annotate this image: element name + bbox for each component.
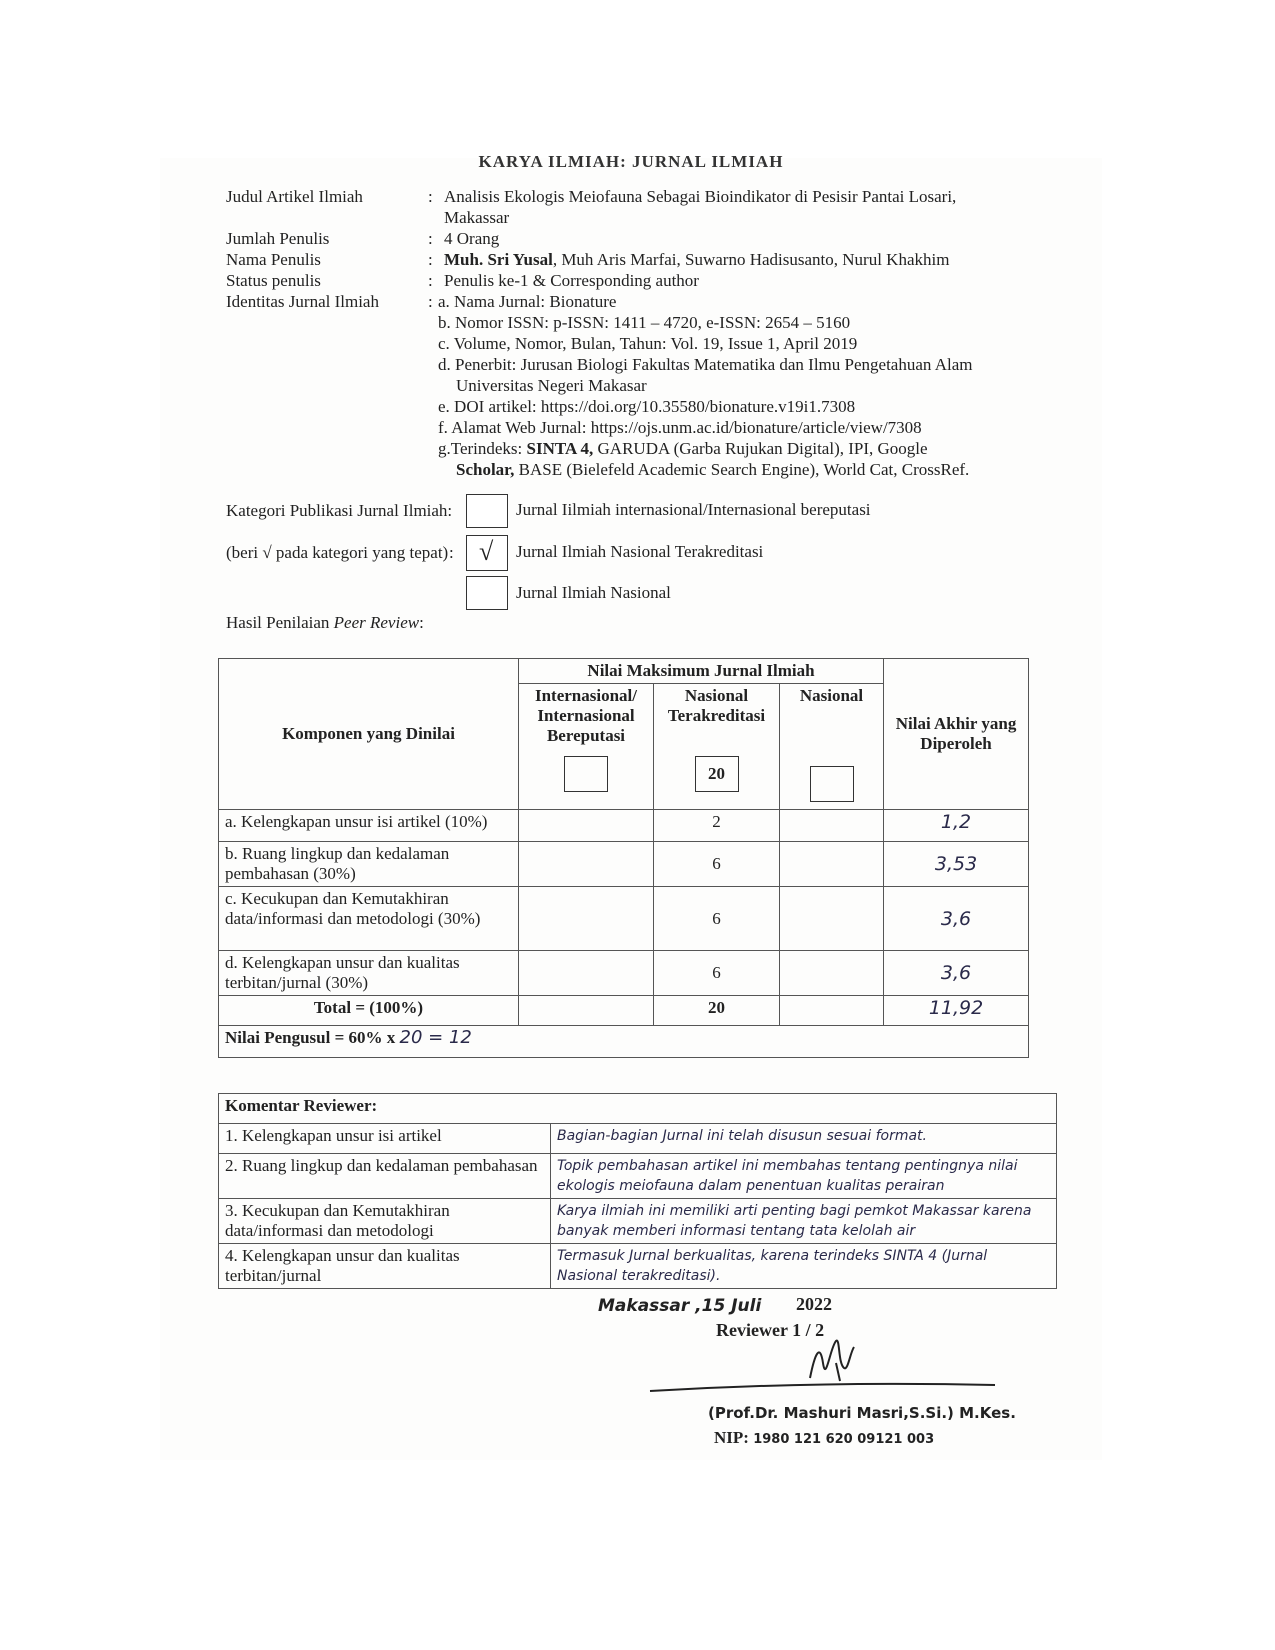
comment-label: 3. Kecukupan dan Kemutakhiran data/informasi dan metodologi xyxy=(219,1199,551,1244)
category-checkbox-national[interactable] xyxy=(466,576,508,610)
total-final: 11,92 xyxy=(884,996,1029,1026)
signature-icon xyxy=(640,1333,1000,1403)
field-label-author-status: Status penulis xyxy=(226,271,321,290)
comment-label: 2. Ruang lingkup dan kedalaman pembahasan xyxy=(219,1154,551,1199)
total-label: Total = (100%) xyxy=(219,996,519,1026)
comment-row xyxy=(219,1154,1057,1199)
max-box-national xyxy=(810,766,854,802)
comment-text: Termasuk Jurnal berkualitas, karena terindeks SINTA 4 (Jurnal Nasional terakreditasi). xyxy=(551,1244,1057,1289)
journal-issn: b. Nomor ISSN: p-ISSN: 1411 – 4720, e-ISSN: 2654 – 5160 xyxy=(438,313,851,332)
reviewer-nip: NIP: 1980 121 620 09121 003 xyxy=(714,1428,935,1447)
field-value-author-status: Penulis ke-1 & Corresponding author xyxy=(444,271,699,290)
field-label-journal-identity: Identitas Jurnal Ilmiah xyxy=(226,292,379,311)
comment-text: Topik pembahasan artikel ini membahas tentang pentingnya nilai ekologis meiofauna dalam penentuan kualitas perairan xyxy=(551,1154,1057,1199)
category-checkbox-national-accredited[interactable] xyxy=(466,535,508,571)
row-label: b. Ruang lingkup dan kedalaman pembahasan (30%) xyxy=(219,842,519,887)
category-checkbox-international[interactable] xyxy=(466,494,508,528)
journal-volume: c. Volume, Nomor, Bulan, Tahun: Vol. 19, Issue 1, April 2019 xyxy=(438,334,858,353)
reviewer-label: Reviewer 1 / 2 xyxy=(716,1320,825,1340)
comments-heading: Komentar Reviewer: xyxy=(219,1094,1057,1124)
reviewer-name: (Prof.Dr. Mashuri Masri,S.Si.) M.Kes. xyxy=(708,1404,1016,1422)
table-row-proposed xyxy=(219,1026,1029,1058)
journal-publisher-cont: Universitas Negeri Makasar xyxy=(456,376,647,395)
field-value-title-line2: Makassar xyxy=(444,208,510,227)
field-label-title: Judul Artikel Ilmiah xyxy=(226,187,363,206)
proposed-score: Nilai Pengusul = 60% x 20 = 12 xyxy=(219,1026,1029,1058)
comment-text: Karya ilmiah ini memiliki arti penting bagi pemkot Makassar karena banyak memberi informasi tentang tata kelolah air xyxy=(551,1199,1057,1244)
header-max-value: Nilai Maksimum Jurnal Ilmiah xyxy=(519,659,884,684)
header-national-accredited: Nasional Terakreditasi 20 xyxy=(654,684,780,810)
comment-text: Bagian-bagian Jurnal ini telah disusun sesuai format. xyxy=(551,1124,1057,1154)
row-label: c. Kecukupan dan Kemutakhiran data/informasi dan metodologi (30%) xyxy=(219,887,519,951)
journal-name: a. Nama Jurnal: Bionature xyxy=(438,292,617,311)
header-component: Komponen yang Dinilai xyxy=(219,659,519,810)
category-instruction: (beri √ pada kategori yang tepat) xyxy=(226,543,449,562)
row-final: 3,53 xyxy=(884,842,1029,887)
field-value-author-count: 4 Orang xyxy=(444,229,500,248)
header-national: Nasional xyxy=(780,684,884,810)
journal-indexed-cont: Scholar, BASE (Bielefeld Academic Search Engine), World Cat, CrossRef. xyxy=(456,460,970,479)
total-max: 20 xyxy=(654,996,780,1026)
signature-place-date: Makassar ,15 Juli xyxy=(598,1296,762,1316)
field-label-author-count: Jumlah Penulis xyxy=(226,229,330,248)
row-max: 6 xyxy=(654,951,780,996)
journal-publisher: d. Penerbit: Jurusan Biologi Fakultas Matematika dan Ilmu Pengetahuan Alam xyxy=(438,355,973,374)
table-row xyxy=(219,887,1029,951)
document-sheet: KARYA ILMIAH: JURNAL ILMIAH Judul Artikel Ilmiah : Analisis Ekologis Meiofauna Sebagai Bioindikator di Pesisir Pantai Losari, Makassar Jumlah Penulis : 4 Orang Nama Penulis : Muh. Sri Yusal, Muh Aris Marfai, Suwarno Hadisusanto, Nurul Khakhim Status penulis : Penulis ke-1 & Corresponding author Identitas Jurnal Ilmiah : a. Nama Jurnal: Bionature b. Nomor ISSN: p-ISSN: 1411 – 4720, e-ISSN: 2654 – 5160 c. Volume, Nomor, Bulan, Tahun: Vol. 19, Issue 1, April 2019 d. Penerbit: Jurusan Biologi Fakultas Matematika dan Ilmu Pengetahuan Alam Universitas Negeri Makasar e. DOI artikel: https://doi.org/10.35580/bionature.v19i1.7308 f. Alamat Web Jurnal: https://ojs.unm.ac.id/bionature/article/view/7308 g.Terindeks: SINTA 4, GARUDA (Garba Rujukan Digital), IPI, Google Scholar, BASE (Bielefeld Academic Search Engine), World Cat, CrossRef. Kategori Publikasi Jurnal Ilmiah: (beri √ pada kategori yang tepat) : Jurnal Iilmiah internasional/Internasional bereputasi √ Jurnal Ilmiah Nasional Terakreditasi Jurnal Ilmiah Nasional Hasil Penilaian Peer Review: Komponen yang Dinilai Nilai Maksimum Jurnal Ilmiah Nilai Akhir yang Diperoleh Internasional/ Internasional Bereputasi Nasional Terakreditasi 20 Nasional a. Kelengkapan unsur isi artikel (10%) 2 1,2 b. Ruang lingkup dan kedalaman pembahasan (30%) 6 3,53 c. Kecukupan dan Kemutakhiran data/informasi dan metodologi (30%) 6 3,6 d. Kelengkapan unsur dan kualitas terbitan/jurnal (30%) 6 3,6 Total = (100%) 20 11,92 Nilai Pengusul = 60% x 20 = 12 Komentar Reviewer: 1. Kelengkapan unsur isi artikel Bagian-bagian Jurnal ini telah disusun sesuai format. 2. Ruang lingkup dan kedalaman pembahasan Topik pembahasan artikel ini membahas tentang pentingnya nilai ekologis meiofauna dalam penentuan kualitas perairan 3. Kecukupan dan Kemutakhiran data/informasi dan metodologi Karya ilmiah ini memiliki arti penting bagi pemkot Makassar karena banyak memberi informasi tentang tata kelolah air 4. Kelengkapan unsur dan kualitas terbitan/jurnal Termasuk Jurnal berkualitas, karena terindeks SINTA 4 (Jurnal Nasional terakreditasi). Makassar ,15 Juli 2022 Reviewer 1 / 2 (Prof.Dr. Mashuri Masri,S.Si.) M.Kes. NIP: 1980 121 620 09121 003 xyxy=(160,158,1102,1460)
peer-review-table xyxy=(218,658,1029,1058)
row-final: 3,6 xyxy=(884,951,1029,996)
row-final: 3,6 xyxy=(884,887,1029,951)
journal-doi: e. DOI artikel: https://doi.org/10.35580/bionature.v19i1.7308 xyxy=(438,397,856,416)
comment-label: 1. Kelengkapan unsur isi artikel xyxy=(219,1124,551,1154)
field-label-authors: Nama Penulis xyxy=(226,250,321,269)
review-heading: Hasil Penilaian Peer Review: xyxy=(226,613,424,632)
category-label: Kategori Publikasi Jurnal Ilmiah: xyxy=(226,501,453,520)
table-row xyxy=(219,810,1029,842)
row-label: a. Kelengkapan unsur isi artikel (10%) xyxy=(219,810,519,842)
comment-label: 4. Kelengkapan unsur dan kualitas terbitan/jurnal xyxy=(219,1244,551,1289)
table-row-total xyxy=(219,996,1029,1026)
row-label: d. Kelengkapan unsur dan kualitas terbitan/jurnal (30%) xyxy=(219,951,519,996)
table-row xyxy=(219,951,1029,996)
row-max: 6 xyxy=(654,887,780,951)
signature-year: 2022 xyxy=(796,1294,832,1314)
document-title: KARYA ILMIAH: JURNAL ILMIAH xyxy=(478,152,784,171)
reviewer-comments-table xyxy=(218,1093,1057,1289)
category-option-national-accredited: Jurnal Ilmiah Nasional Terakreditasi xyxy=(516,542,764,561)
max-box-international xyxy=(564,756,608,792)
row-final: 1,2 xyxy=(884,810,1029,842)
field-value-title-line1: Analisis Ekologis Meiofauna Sebagai Bioindikator di Pesisir Pantai Losari, xyxy=(444,187,957,206)
max-box-national-accredited: 20 xyxy=(695,756,739,792)
journal-web: f. Alamat Web Jurnal: https://ojs.unm.ac.id/bionature/article/view/7308 xyxy=(438,418,922,437)
check-mark-icon: √ xyxy=(479,537,494,566)
journal-indexed: g.Terindeks: SINTA 4, GARUDA (Garba Rujukan Digital), IPI, Google xyxy=(438,439,928,458)
header-international: Internasional/ Internasional Bereputasi xyxy=(519,684,654,810)
header-final-score: Nilai Akhir yang Diperoleh xyxy=(884,659,1029,810)
row-max: 6 xyxy=(654,842,780,887)
comment-row xyxy=(219,1124,1057,1154)
table-row xyxy=(219,842,1029,887)
field-value-authors: Muh. Sri Yusal, Muh Aris Marfai, Suwarno Hadisusanto, Nurul Khakhim xyxy=(444,250,950,269)
comment-row xyxy=(219,1199,1057,1244)
category-option-national: Jurnal Ilmiah Nasional xyxy=(516,583,671,602)
category-option-international: Jurnal Iilmiah internasional/Internasional bereputasi xyxy=(516,500,871,519)
comment-row xyxy=(219,1244,1057,1289)
row-max: 2 xyxy=(654,810,780,842)
